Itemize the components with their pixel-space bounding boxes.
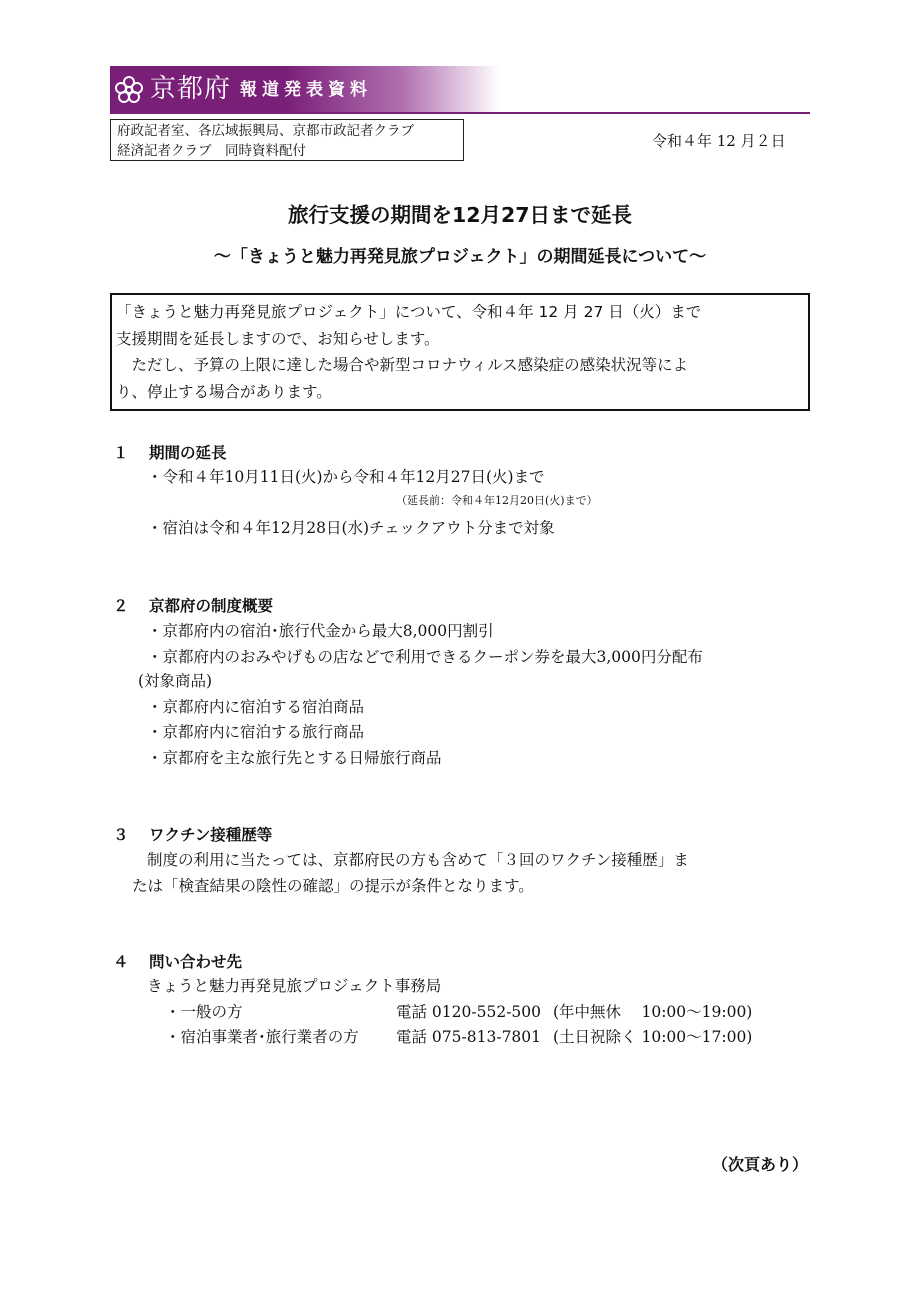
list-item: ・令和４年10月11日(火)から令和４年12月27日(火)まで — [147, 468, 545, 486]
distribution-line: 経済記者クラブ 同時資料配付 — [117, 143, 306, 159]
distribution-line: 府政記者室、各広域振興局、京都市政記者クラブ — [117, 123, 414, 139]
next-page-note: （次頁あり） — [712, 1155, 809, 1174]
section-number: ３ — [113, 826, 129, 844]
list-item: ・京都府内の宿泊･旅行代金から最大8,000円割引 — [147, 622, 494, 640]
section-title: 期間の延長 — [149, 444, 227, 462]
distribution-box — [110, 119, 464, 161]
kyoto-crest-icon — [114, 75, 144, 105]
summary-line: 「きょうと魅力再発見旅プロジェクト」について、令和４年 12 月 27 日（火）まで — [116, 303, 702, 321]
list-subheading: (対象商品) — [138, 672, 213, 690]
section-title: ワクチン接種歴等 — [149, 826, 273, 844]
summary-line: り、停止する場合があります。 — [116, 382, 332, 401]
page-subtitle: ～「きょうと魅力再発見旅プロジェクト」の期間延長について～ — [213, 247, 707, 267]
contact-who: ・一般の方 — [165, 1003, 243, 1021]
summary-line: ただし、予算の上限に達した場合や新型コロナウィルス感染症の感染状況等によ — [116, 356, 689, 374]
section-heading-overview — [113, 594, 273, 616]
release-label: 報道発表資料 — [240, 80, 372, 100]
summary-line: 支援期間を延長しますので、お知らせします。 — [116, 329, 440, 348]
body-line: たは「検査結果の陰性の確認」の提示が条件となります。 — [132, 877, 534, 895]
section-heading-vaccination — [113, 823, 272, 845]
contact-hours: (土日祝除く 10:00～17:00) — [553, 1028, 753, 1046]
summary-box — [110, 293, 810, 411]
release-date: 令和４年 12 月２日 — [652, 132, 786, 150]
contact-phone: 電話 0120-552-500 — [396, 1003, 542, 1021]
list-item: ・宿泊は令和４年12月28日(水)チェックアウト分まで対象 — [147, 519, 555, 537]
section-heading-contact — [113, 950, 242, 972]
section-title: 問い合わせ先 — [149, 953, 243, 971]
contact-who: ・宿泊事業者･旅行業者の方 — [165, 1028, 359, 1046]
section-number: ４ — [113, 953, 129, 971]
list-item: ・京都府内のおみやげもの店などで利用できるクーポン券を最大3,000円分配布 — [147, 648, 703, 666]
page-title: 旅行支援の期間を12月27日まで延長 — [287, 203, 633, 227]
list-item: ・京都府内に宿泊する宿泊商品 — [147, 698, 365, 716]
body-line: 制度の利用に当たっては、京都府民の方も含めて「３回のワクチン接種歴」ま — [147, 851, 689, 869]
contact-hours: (年中無休 10:00～19:00) — [553, 1003, 753, 1021]
contact-office: きょうと魅力再発見旅プロジェクト事務局 — [147, 977, 442, 995]
list-item: ・京都府内に宿泊する旅行商品 — [147, 723, 365, 741]
section-heading-period — [113, 441, 227, 463]
section-number: ２ — [113, 597, 129, 615]
header-divider — [110, 112, 810, 114]
contact-phone: 電話 075-813-7801 — [396, 1028, 542, 1046]
prior-period-note: （延長前：令和４年12月20日(火)まで） — [396, 494, 598, 507]
section-number: １ — [113, 444, 129, 462]
org-name: 京都府 — [150, 74, 232, 104]
list-item: ・京都府を主な旅行先とする日帰旅行商品 — [147, 749, 442, 767]
section-title: 京都府の制度概要 — [149, 597, 274, 615]
